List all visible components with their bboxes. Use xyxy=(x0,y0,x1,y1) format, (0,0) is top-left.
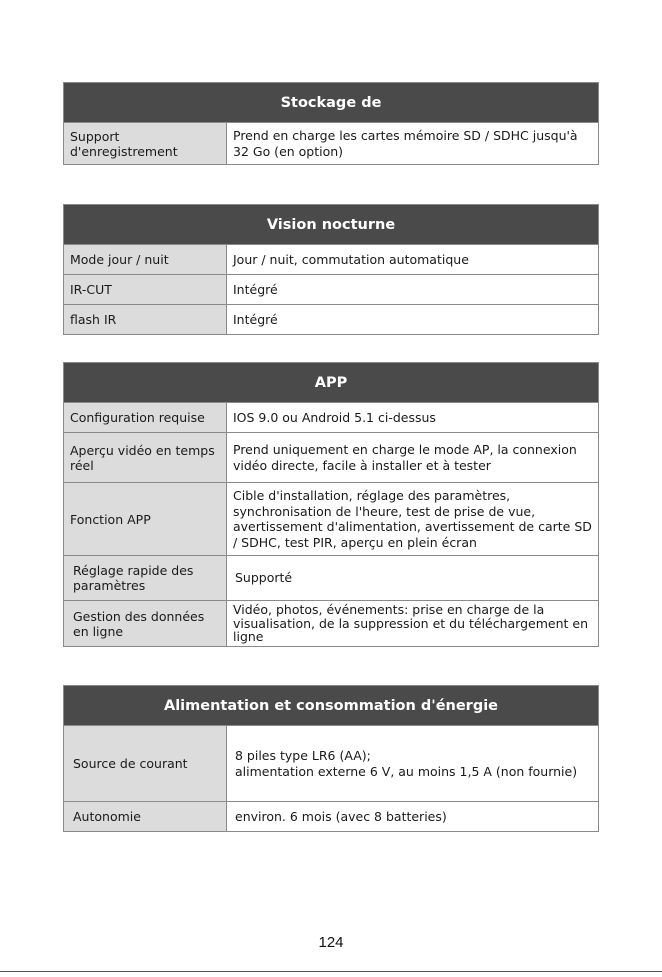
row-value: Jour / nuit, commutation automatique xyxy=(233,251,469,267)
row-value: IOS 9.0 ou Android 5.1 ci-dessus xyxy=(233,409,436,425)
table-row xyxy=(64,725,598,801)
table-title: Vision nocturne xyxy=(64,205,598,244)
table-title: Alimentation et consommation d'énergie xyxy=(64,686,598,725)
table-row xyxy=(64,801,598,831)
page-number: 124 xyxy=(318,934,344,951)
table-row xyxy=(64,600,598,646)
row-value: Cible d'installation, réglage des paramètres, synchronisation de l'heure, test de prise de vue, avertissement d'alimentation, avertissement de carte SD / SDHC, test PIR, aperçu en plein écran xyxy=(233,488,592,550)
table-row xyxy=(64,274,598,304)
row-label: Aperçu vidéo en temps réel xyxy=(64,433,227,482)
row-label: Fonction APP xyxy=(64,483,227,555)
row-value: Vidéo, photos, événements: prise en charge de la visualisation, de la suppression et du téléchargement en ligne xyxy=(233,602,589,645)
storage-table xyxy=(63,82,599,165)
row-value: Supporté xyxy=(235,570,293,586)
table-title: Stockage de xyxy=(64,83,598,122)
power-table xyxy=(63,685,599,832)
row-value: Intégré xyxy=(233,311,278,327)
row-label: Support d'enregistrement xyxy=(64,123,227,164)
row-label: Autonomie xyxy=(64,802,227,831)
row-value: Prend uniquement en charge le mode AP, la connexion vidéo directe, facile à installer et à tester xyxy=(233,442,577,473)
table-row xyxy=(64,555,598,600)
table-title: APP xyxy=(64,363,598,402)
table-row xyxy=(64,482,598,555)
table-row xyxy=(64,244,598,274)
row-value: environ. 6 mois (avec 8 batteries) xyxy=(235,808,447,824)
row-value: Prend en charge les cartes mémoire SD / SDHC jusqu'à 32 Go (en option) xyxy=(233,128,578,159)
table-row xyxy=(64,432,598,482)
table-row xyxy=(64,402,598,432)
row-label: Source de courant xyxy=(64,726,227,801)
row-label: Mode jour / nuit xyxy=(64,245,227,274)
night-vision-table xyxy=(63,204,599,335)
table-row xyxy=(64,122,598,164)
table-row xyxy=(64,304,598,334)
bottom-divider xyxy=(0,971,662,972)
app-table xyxy=(63,362,599,647)
row-label: Réglage rapide des paramètres xyxy=(64,556,227,600)
row-label: flash IR xyxy=(64,305,227,334)
row-label: Configuration requise xyxy=(64,403,227,432)
row-value: 8 piles type LR6 (AA); alimentation externe 6 V, au moins 1,5 A (non fournie) xyxy=(235,748,578,779)
row-label: Gestion des données en ligne xyxy=(64,601,227,646)
row-value: Intégré xyxy=(233,281,278,297)
row-label: IR-CUT xyxy=(64,275,227,304)
